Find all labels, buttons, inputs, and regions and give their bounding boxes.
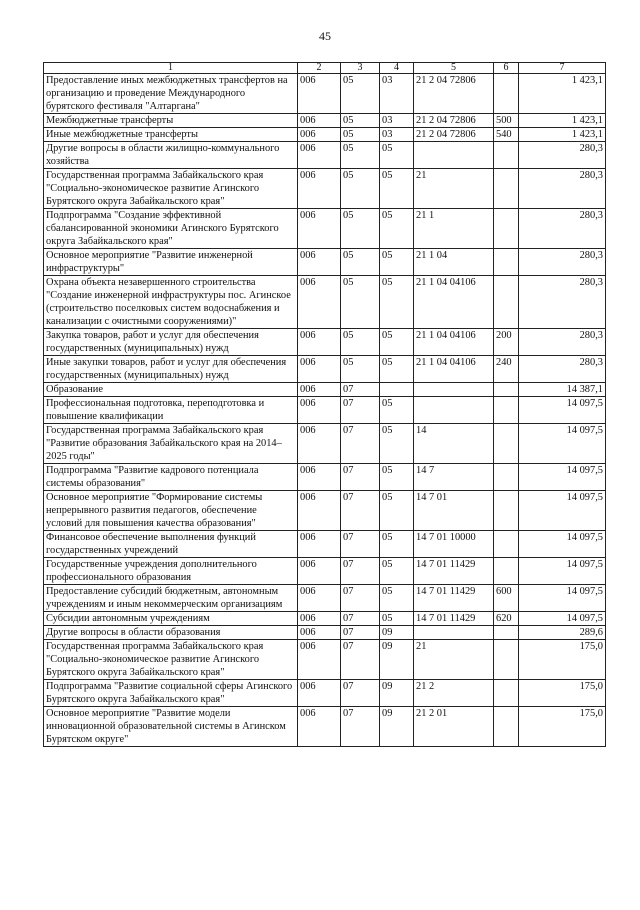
table-row: [44, 626, 606, 640]
item-name-cell: Основное мероприятие "Формирование системы непрерывного развития педагогов, обеспечение условий для повышения качества образования": [44, 491, 298, 531]
item-name-cell: Государственная программа Забайкальского края "Развитие образования Забайкальского края на 2014–2025 годы": [44, 424, 298, 464]
table-body: [44, 74, 606, 747]
admin-code-cell: 006: [298, 464, 341, 491]
amount-cell: 14 097,5: [519, 585, 606, 612]
section-cell: 05: [341, 329, 380, 356]
subsection-cell: 05: [380, 612, 414, 626]
expense-type-cell: [494, 464, 519, 491]
table-row: [44, 128, 606, 142]
subsection-cell: 05: [380, 142, 414, 169]
subsection-cell: 05: [380, 531, 414, 558]
expense-type-cell: [494, 531, 519, 558]
target-article-cell: 14 7 01 11429: [414, 585, 494, 612]
section-cell: 07: [341, 464, 380, 491]
subsection-cell: 03: [380, 128, 414, 142]
table-row: [44, 142, 606, 169]
table-row: [44, 397, 606, 424]
amount-cell: 280,3: [519, 329, 606, 356]
item-name-cell: Государственная программа Забайкальского края "Социально-экономическое развитие Агинского Бурятского округа Забайкальского края": [44, 640, 298, 680]
item-name-cell: Государственные учреждения дополнительного профессионального образования: [44, 558, 298, 585]
expense-type-cell: [494, 680, 519, 707]
admin-code-cell: 006: [298, 383, 341, 397]
section-cell: 07: [341, 707, 380, 747]
table-row: [44, 464, 606, 491]
column-header: 7: [519, 63, 606, 74]
amount-cell: 1 423,1: [519, 114, 606, 128]
target-article-cell: 21 2: [414, 680, 494, 707]
subsection-cell: 09: [380, 680, 414, 707]
item-name-cell: Профессиональная подготовка, переподготовка и повышение квалификации: [44, 397, 298, 424]
item-name-cell: Подпрограмма "Создание эффективной сбалансированной экономики Агинского Бурятского округа Забайкальского края": [44, 209, 298, 249]
target-article-cell: 21 1 04 04106: [414, 329, 494, 356]
section-cell: 07: [341, 612, 380, 626]
subsection-cell: 05: [380, 209, 414, 249]
section-cell: 07: [341, 397, 380, 424]
table-row: [44, 640, 606, 680]
item-name-cell: Субсидии автономным учреждениям: [44, 612, 298, 626]
subsection-cell: 05: [380, 329, 414, 356]
column-header: 2: [298, 63, 341, 74]
item-name-cell: Государственная программа Забайкальского края "Социально-экономическое развитие Агинского Бурятского округа Забайкальского края": [44, 169, 298, 209]
expense-type-cell: 240: [494, 356, 519, 383]
target-article-cell: 21 1 04 04106: [414, 276, 494, 329]
expense-type-cell: [494, 169, 519, 209]
admin-code-cell: 006: [298, 491, 341, 531]
section-cell: 07: [341, 424, 380, 464]
subsection-cell: 05: [380, 424, 414, 464]
target-article-cell: [414, 397, 494, 424]
section-cell: 05: [341, 276, 380, 329]
target-article-cell: 21 2 01: [414, 707, 494, 747]
amount-cell: 280,3: [519, 209, 606, 249]
table-row: [44, 249, 606, 276]
item-name-cell: Образование: [44, 383, 298, 397]
item-name-cell: Предоставление субсидий бюджетным, автономным учреждениям и иным некоммерческим организациям: [44, 585, 298, 612]
table-row: [44, 612, 606, 626]
admin-code-cell: 006: [298, 276, 341, 329]
item-name-cell: Другие вопросы в области образования: [44, 626, 298, 640]
item-name-cell: Подпрограмма "Развитие социальной сферы Агинского Бурятского округа Забайкальского края": [44, 680, 298, 707]
expense-type-cell: [494, 276, 519, 329]
expense-type-cell: [494, 558, 519, 585]
target-article-cell: 21: [414, 640, 494, 680]
subsection-cell: [380, 383, 414, 397]
section-cell: 05: [341, 209, 380, 249]
target-article-cell: 14: [414, 424, 494, 464]
section-cell: 07: [341, 640, 380, 680]
expense-type-cell: [494, 74, 519, 114]
admin-code-cell: 006: [298, 329, 341, 356]
item-name-cell: Другие вопросы в области жилищно-коммунального хозяйства: [44, 142, 298, 169]
table-row: [44, 531, 606, 558]
section-cell: 05: [341, 142, 380, 169]
section-cell: 07: [341, 383, 380, 397]
item-name-cell: Основное мероприятие "Развитие модели инновационной образовательной системы в Агинском Бурятском округе": [44, 707, 298, 747]
page-number: 45: [319, 29, 331, 43]
amount-cell: 14 097,5: [519, 612, 606, 626]
section-cell: 07: [341, 626, 380, 640]
admin-code-cell: 006: [298, 640, 341, 680]
expense-type-cell: 600: [494, 585, 519, 612]
table-row: [44, 707, 606, 747]
expense-type-cell: [494, 626, 519, 640]
admin-code-cell: 006: [298, 356, 341, 383]
amount-cell: 280,3: [519, 356, 606, 383]
target-article-cell: 14 7 01: [414, 491, 494, 531]
section-cell: 07: [341, 585, 380, 612]
subsection-cell: 05: [380, 249, 414, 276]
target-article-cell: 14 7 01 11429: [414, 558, 494, 585]
admin-code-cell: 006: [298, 531, 341, 558]
amount-cell: 1 423,1: [519, 74, 606, 114]
subsection-cell: 05: [380, 169, 414, 209]
table-row: [44, 558, 606, 585]
item-name-cell: Межбюджетные трансферты: [44, 114, 298, 128]
expense-type-cell: 540: [494, 128, 519, 142]
amount-cell: 14 097,5: [519, 464, 606, 491]
admin-code-cell: 006: [298, 169, 341, 209]
column-header: 3: [341, 63, 380, 74]
table-row: [44, 114, 606, 128]
admin-code-cell: 006: [298, 209, 341, 249]
expense-type-cell: [494, 249, 519, 276]
column-header: 1: [44, 63, 298, 74]
target-article-cell: 21 2 04 72806: [414, 128, 494, 142]
expense-type-cell: [494, 640, 519, 680]
subsection-cell: 09: [380, 707, 414, 747]
section-cell: 05: [341, 169, 380, 209]
item-name-cell: Финансовое обеспечение выполнения функций государственных учреждений: [44, 531, 298, 558]
amount-cell: 175,0: [519, 640, 606, 680]
subsection-cell: 05: [380, 491, 414, 531]
section-cell: 07: [341, 531, 380, 558]
section-cell: 05: [341, 74, 380, 114]
item-name-cell: Основное мероприятие "Развитие инженерной инфраструктуры": [44, 249, 298, 276]
admin-code-cell: 006: [298, 128, 341, 142]
amount-cell: 289,6: [519, 626, 606, 640]
section-cell: 07: [341, 680, 380, 707]
amount-cell: 280,3: [519, 276, 606, 329]
amount-cell: 14 097,5: [519, 491, 606, 531]
table-row: [44, 383, 606, 397]
item-name-cell: Охрана объекта незавершенного строительства "Создание инженерной инфраструктуры пос. Агинское (строительство поселковых систем водоснабжения и канализации с очистными сооружениями)": [44, 276, 298, 329]
subsection-cell: 05: [380, 558, 414, 585]
section-cell: 05: [341, 128, 380, 142]
item-name-cell: Предоставление иных межбюджетных трансфертов на организацию и проведение Международного бурятского фестиваля "Алтаргана": [44, 74, 298, 114]
item-name-cell: Иные межбюджетные трансферты: [44, 128, 298, 142]
expense-type-cell: [494, 397, 519, 424]
subsection-cell: 09: [380, 626, 414, 640]
amount-cell: 14 097,5: [519, 531, 606, 558]
amount-cell: 280,3: [519, 249, 606, 276]
subsection-cell: 05: [380, 397, 414, 424]
column-header: 4: [380, 63, 414, 74]
column-header: 5: [414, 63, 494, 74]
target-article-cell: 21 1: [414, 209, 494, 249]
target-article-cell: [414, 142, 494, 169]
header-row: [44, 63, 606, 74]
table-row: [44, 329, 606, 356]
expense-type-cell: [494, 142, 519, 169]
amount-cell: 14 097,5: [519, 397, 606, 424]
expense-type-cell: [494, 383, 519, 397]
target-article-cell: 14 7 01 10000: [414, 531, 494, 558]
expense-type-cell: [494, 707, 519, 747]
admin-code-cell: 006: [298, 74, 341, 114]
table-row: [44, 276, 606, 329]
table-row: [44, 680, 606, 707]
section-cell: 05: [341, 356, 380, 383]
admin-code-cell: 006: [298, 612, 341, 626]
table-row: [44, 74, 606, 114]
admin-code-cell: 006: [298, 397, 341, 424]
target-article-cell: 21 1 04: [414, 249, 494, 276]
expense-type-cell: 620: [494, 612, 519, 626]
admin-code-cell: 006: [298, 558, 341, 585]
expense-type-cell: [494, 491, 519, 531]
target-article-cell: [414, 626, 494, 640]
subsection-cell: 09: [380, 640, 414, 680]
expense-type-cell: 500: [494, 114, 519, 128]
section-cell: 05: [341, 114, 380, 128]
table-row: [44, 424, 606, 464]
table-row: [44, 356, 606, 383]
table-row: [44, 169, 606, 209]
target-article-cell: 14 7 01 11429: [414, 612, 494, 626]
column-header: 6: [494, 63, 519, 74]
target-article-cell: [414, 383, 494, 397]
subsection-cell: 05: [380, 585, 414, 612]
subsection-cell: 03: [380, 74, 414, 114]
subsection-cell: 05: [380, 464, 414, 491]
expense-type-cell: 200: [494, 329, 519, 356]
amount-cell: 280,3: [519, 142, 606, 169]
admin-code-cell: 006: [298, 114, 341, 128]
expense-type-cell: [494, 424, 519, 464]
admin-code-cell: 006: [298, 424, 341, 464]
budget-table: [43, 62, 606, 747]
target-article-cell: 21: [414, 169, 494, 209]
target-article-cell: 21 2 04 72806: [414, 74, 494, 114]
amount-cell: 14 387,1: [519, 383, 606, 397]
admin-code-cell: 006: [298, 142, 341, 169]
admin-code-cell: 006: [298, 707, 341, 747]
subsection-cell: 05: [380, 276, 414, 329]
target-article-cell: 21 2 04 72806: [414, 114, 494, 128]
amount-cell: 280,3: [519, 169, 606, 209]
admin-code-cell: 006: [298, 585, 341, 612]
item-name-cell: Иные закупки товаров, работ и услуг для обеспечения государственных (муниципальных) нужд: [44, 356, 298, 383]
section-cell: 07: [341, 558, 380, 585]
section-cell: 05: [341, 249, 380, 276]
table-row: [44, 585, 606, 612]
target-article-cell: 14 7: [414, 464, 494, 491]
amount-cell: 175,0: [519, 707, 606, 747]
subsection-cell: 05: [380, 356, 414, 383]
subsection-cell: 03: [380, 114, 414, 128]
amount-cell: 14 097,5: [519, 424, 606, 464]
amount-cell: 14 097,5: [519, 558, 606, 585]
admin-code-cell: 006: [298, 626, 341, 640]
amount-cell: 1 423,1: [519, 128, 606, 142]
amount-cell: 175,0: [519, 680, 606, 707]
item-name-cell: Подпрограмма "Развитие кадрового потенциала системы образования": [44, 464, 298, 491]
table-row: [44, 209, 606, 249]
admin-code-cell: 006: [298, 249, 341, 276]
table-row: [44, 491, 606, 531]
item-name-cell: Закупка товаров, работ и услуг для обеспечения государственных (муниципальных) нужд: [44, 329, 298, 356]
admin-code-cell: 006: [298, 680, 341, 707]
section-cell: 07: [341, 491, 380, 531]
target-article-cell: 21 1 04 04106: [414, 356, 494, 383]
expense-type-cell: [494, 209, 519, 249]
